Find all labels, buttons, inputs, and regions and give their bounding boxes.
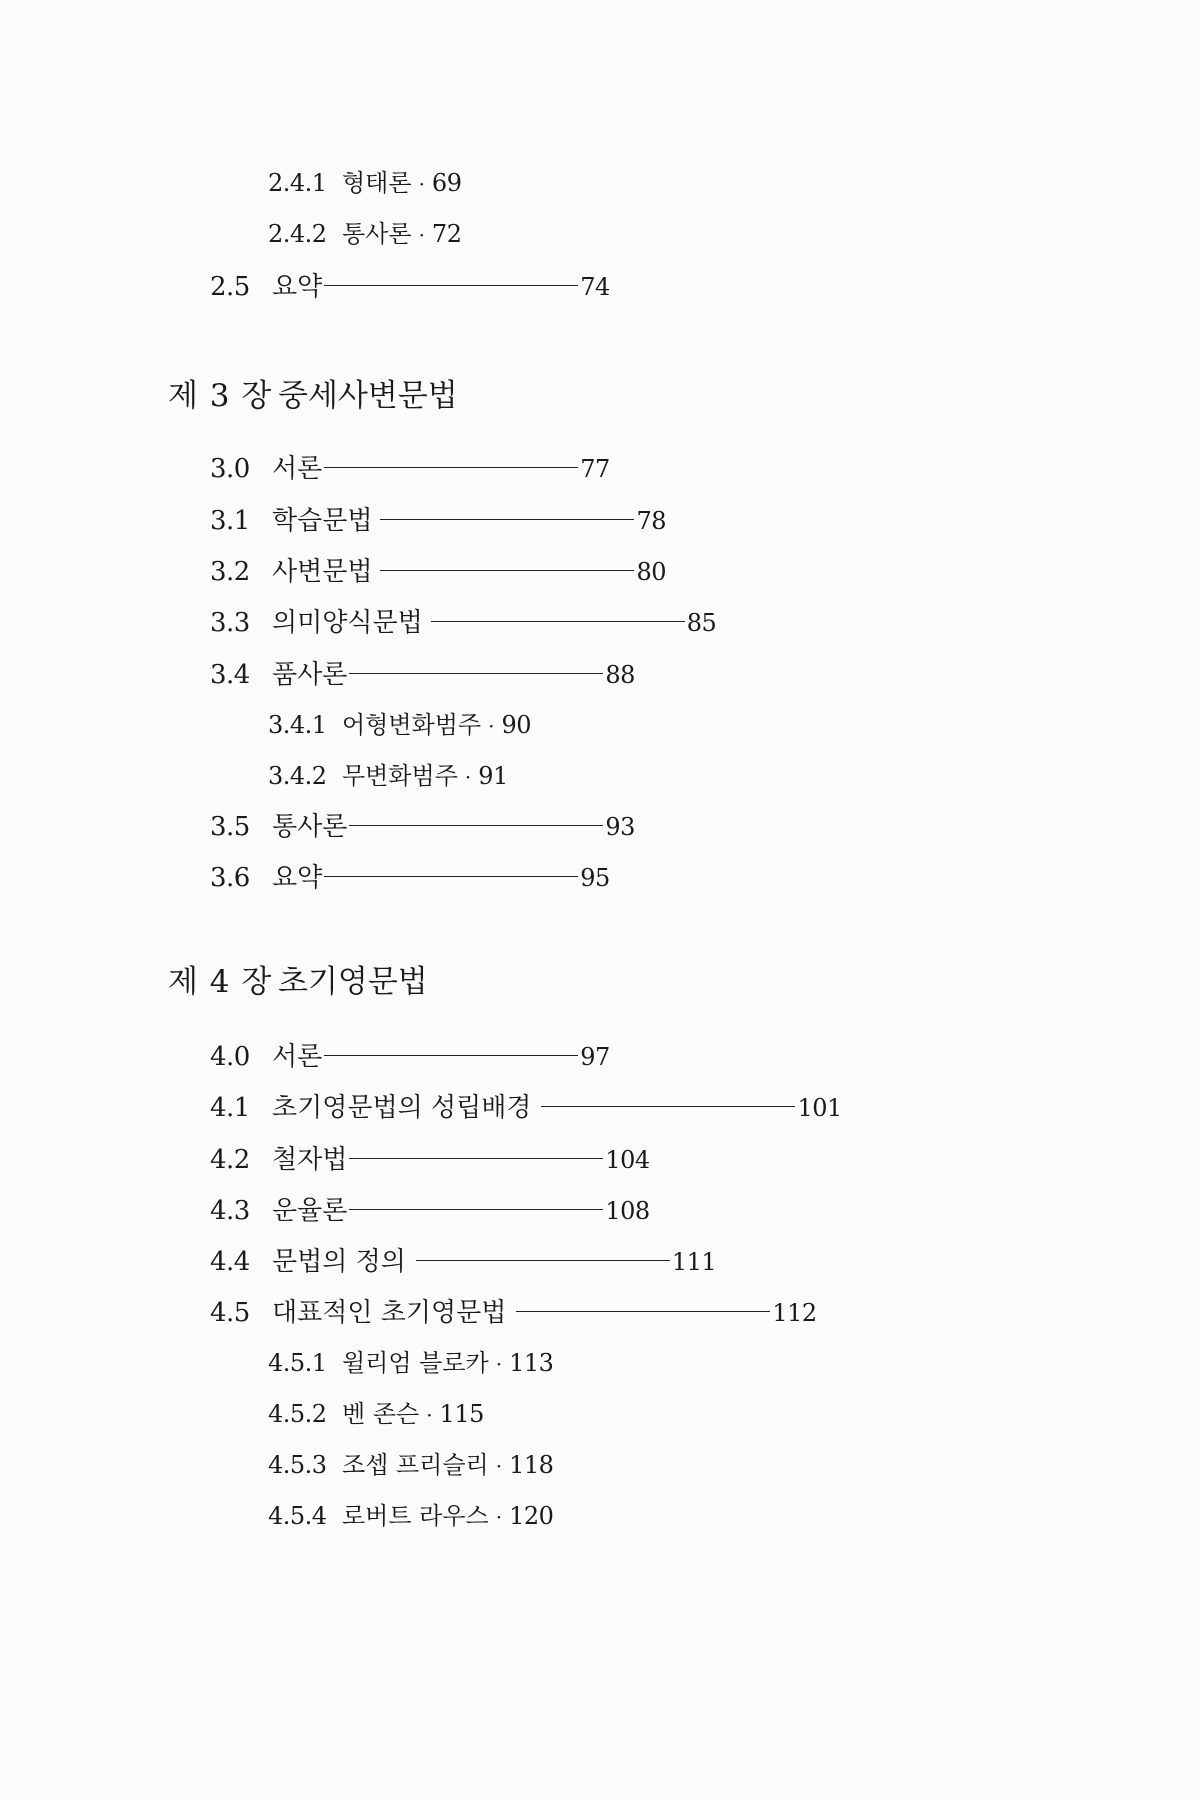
- entry-page: 93: [605, 813, 635, 841]
- toc-subentry: [268, 1499, 553, 1534]
- dot-leader: [349, 673, 603, 674]
- separator-dot: ·: [426, 1403, 433, 1427]
- entry-page: 88: [605, 661, 635, 689]
- entry-title: 철자법: [272, 1145, 348, 1175]
- chapter-title: 중세사변문법: [278, 378, 458, 414]
- entry-page: 74: [580, 273, 610, 301]
- separator-dot: ·: [495, 1454, 503, 1478]
- dot-leader: [349, 1209, 603, 1210]
- entry-number: 3.3: [210, 608, 250, 638]
- dot-leader: [349, 825, 603, 826]
- toc-entry: [210, 606, 716, 640]
- toc-subentry: [268, 217, 461, 252]
- entry-title: 로버트 라우스: [342, 1502, 489, 1530]
- toc-entry: [210, 810, 635, 844]
- toc-entry: [210, 658, 635, 692]
- dot-leader: [541, 1106, 795, 1107]
- toc-subentry: [268, 759, 508, 794]
- entry-page: 97: [580, 1043, 610, 1071]
- entry-page: 78: [636, 507, 667, 535]
- dot-leader: [380, 519, 634, 520]
- entry-page: 91: [478, 762, 508, 790]
- entry-number: 3.1: [210, 506, 250, 536]
- entry-number: 4.1: [210, 1093, 250, 1123]
- entry-number: 2.5: [210, 272, 250, 302]
- entry-title: 윌리엄 블로카: [342, 1349, 489, 1377]
- dot-leader: [324, 876, 578, 877]
- entry-number: 3.2: [210, 557, 250, 587]
- entry-page: 111: [671, 1248, 717, 1276]
- entry-page: 85: [686, 609, 717, 637]
- entry-page: 95: [580, 864, 610, 892]
- separator-dot: ·: [495, 1352, 503, 1376]
- entry-number: 4.5.4: [268, 1502, 327, 1530]
- entry-title: 무변화범주: [342, 762, 458, 790]
- toc-entry: [210, 555, 666, 589]
- entry-page: 90: [501, 711, 532, 739]
- toc-subentry: [268, 1397, 484, 1432]
- separator-dot: ·: [495, 1505, 503, 1529]
- entry-page: 112: [772, 1299, 817, 1327]
- entry-number: 4.3: [210, 1196, 250, 1226]
- entry-number: 3.4.2: [268, 762, 327, 790]
- entry-number: 3.5: [210, 812, 250, 842]
- separator-dot: ·: [488, 714, 495, 738]
- dot-leader: [324, 1055, 578, 1056]
- entry-title: 서론: [272, 1042, 323, 1072]
- dot-leader: [349, 1158, 603, 1159]
- entry-title: 초기영문법의 성립배경: [272, 1093, 532, 1123]
- dot-leader: [416, 1260, 670, 1261]
- entry-page: 104: [605, 1146, 650, 1174]
- dot-leader: [324, 467, 578, 468]
- toc-entry: [210, 1245, 716, 1279]
- separator-dot: ·: [418, 172, 425, 196]
- separator-dot: ·: [418, 223, 425, 247]
- separator-dot: ·: [464, 765, 472, 789]
- entry-number: 3.4.1: [268, 711, 327, 739]
- dot-leader: [431, 621, 685, 622]
- entry-number: 3.6: [210, 863, 250, 893]
- entry-title: 형태론: [342, 169, 412, 197]
- entry-page: 113: [509, 1349, 554, 1377]
- chapter-heading: [168, 376, 458, 416]
- dot-leader: [380, 570, 634, 571]
- chapter-label: 제 4 장: [168, 964, 273, 1000]
- entry-number: 4.5.2: [268, 1400, 327, 1428]
- toc-subentry: [268, 1448, 553, 1483]
- entry-number: 2.4.2: [268, 220, 327, 248]
- entry-page: 72: [431, 220, 462, 248]
- toc-entry: [210, 270, 610, 304]
- entry-number: 4.5: [210, 1298, 250, 1328]
- toc-entry: [210, 1040, 610, 1074]
- entry-number: 3.0: [210, 454, 250, 484]
- toc-subentry: [268, 166, 461, 201]
- entry-number: 2.4.1: [268, 169, 327, 197]
- toc-entry: [210, 452, 610, 486]
- entry-title: 통사론: [342, 220, 412, 248]
- toc-entry: [210, 861, 610, 895]
- entry-number: 3.4: [210, 660, 250, 690]
- entry-number: 4.4: [210, 1247, 250, 1277]
- entry-number: 4.5.3: [268, 1451, 327, 1479]
- entry-page: 108: [605, 1197, 650, 1225]
- entry-page: 120: [509, 1502, 554, 1530]
- dot-leader: [516, 1311, 770, 1312]
- entry-title: 벤 존슨: [342, 1400, 420, 1428]
- entry-title: 통사론: [272, 812, 348, 842]
- toc-entry: [210, 504, 666, 538]
- entry-title: 학습문법: [272, 506, 373, 536]
- toc-entry: [210, 1143, 650, 1177]
- toc-entry: [210, 1296, 817, 1330]
- chapter-label: 제 3 장: [168, 378, 273, 414]
- toc-entry: [210, 1194, 650, 1228]
- entry-title: 품사론: [272, 660, 348, 690]
- toc-entry: [210, 1091, 842, 1125]
- toc-subentry: [268, 708, 531, 743]
- toc-subentry: [268, 1346, 553, 1381]
- entry-title: 요약: [272, 863, 323, 893]
- entry-title: 요약: [272, 272, 323, 302]
- entry-page: 77: [580, 455, 610, 483]
- entry-title: 대표적인 초기영문법: [272, 1298, 507, 1328]
- entry-title: 의미양식문법: [272, 608, 423, 638]
- entry-title: 어형변화범주: [342, 711, 482, 739]
- chapter-title: 초기영문법: [278, 964, 428, 1000]
- dot-leader: [324, 285, 578, 286]
- entry-title: 운율론: [272, 1196, 348, 1226]
- entry-title: 조셉 프리슬리: [342, 1451, 489, 1479]
- entry-page: 80: [636, 558, 667, 586]
- entry-page: 115: [439, 1400, 484, 1428]
- entry-title: 사변문법: [272, 557, 373, 587]
- chapter-heading: [168, 962, 428, 1002]
- entry-number: 4.2: [210, 1145, 250, 1175]
- entry-page: 69: [431, 169, 462, 197]
- entry-page: 101: [797, 1094, 842, 1122]
- entry-number: 4.5.1: [268, 1349, 327, 1377]
- entry-number: 4.0: [210, 1042, 250, 1072]
- entry-title: 서론: [272, 454, 323, 484]
- entry-title: 문법의 정의: [272, 1247, 406, 1277]
- entry-page: 118: [509, 1451, 554, 1479]
